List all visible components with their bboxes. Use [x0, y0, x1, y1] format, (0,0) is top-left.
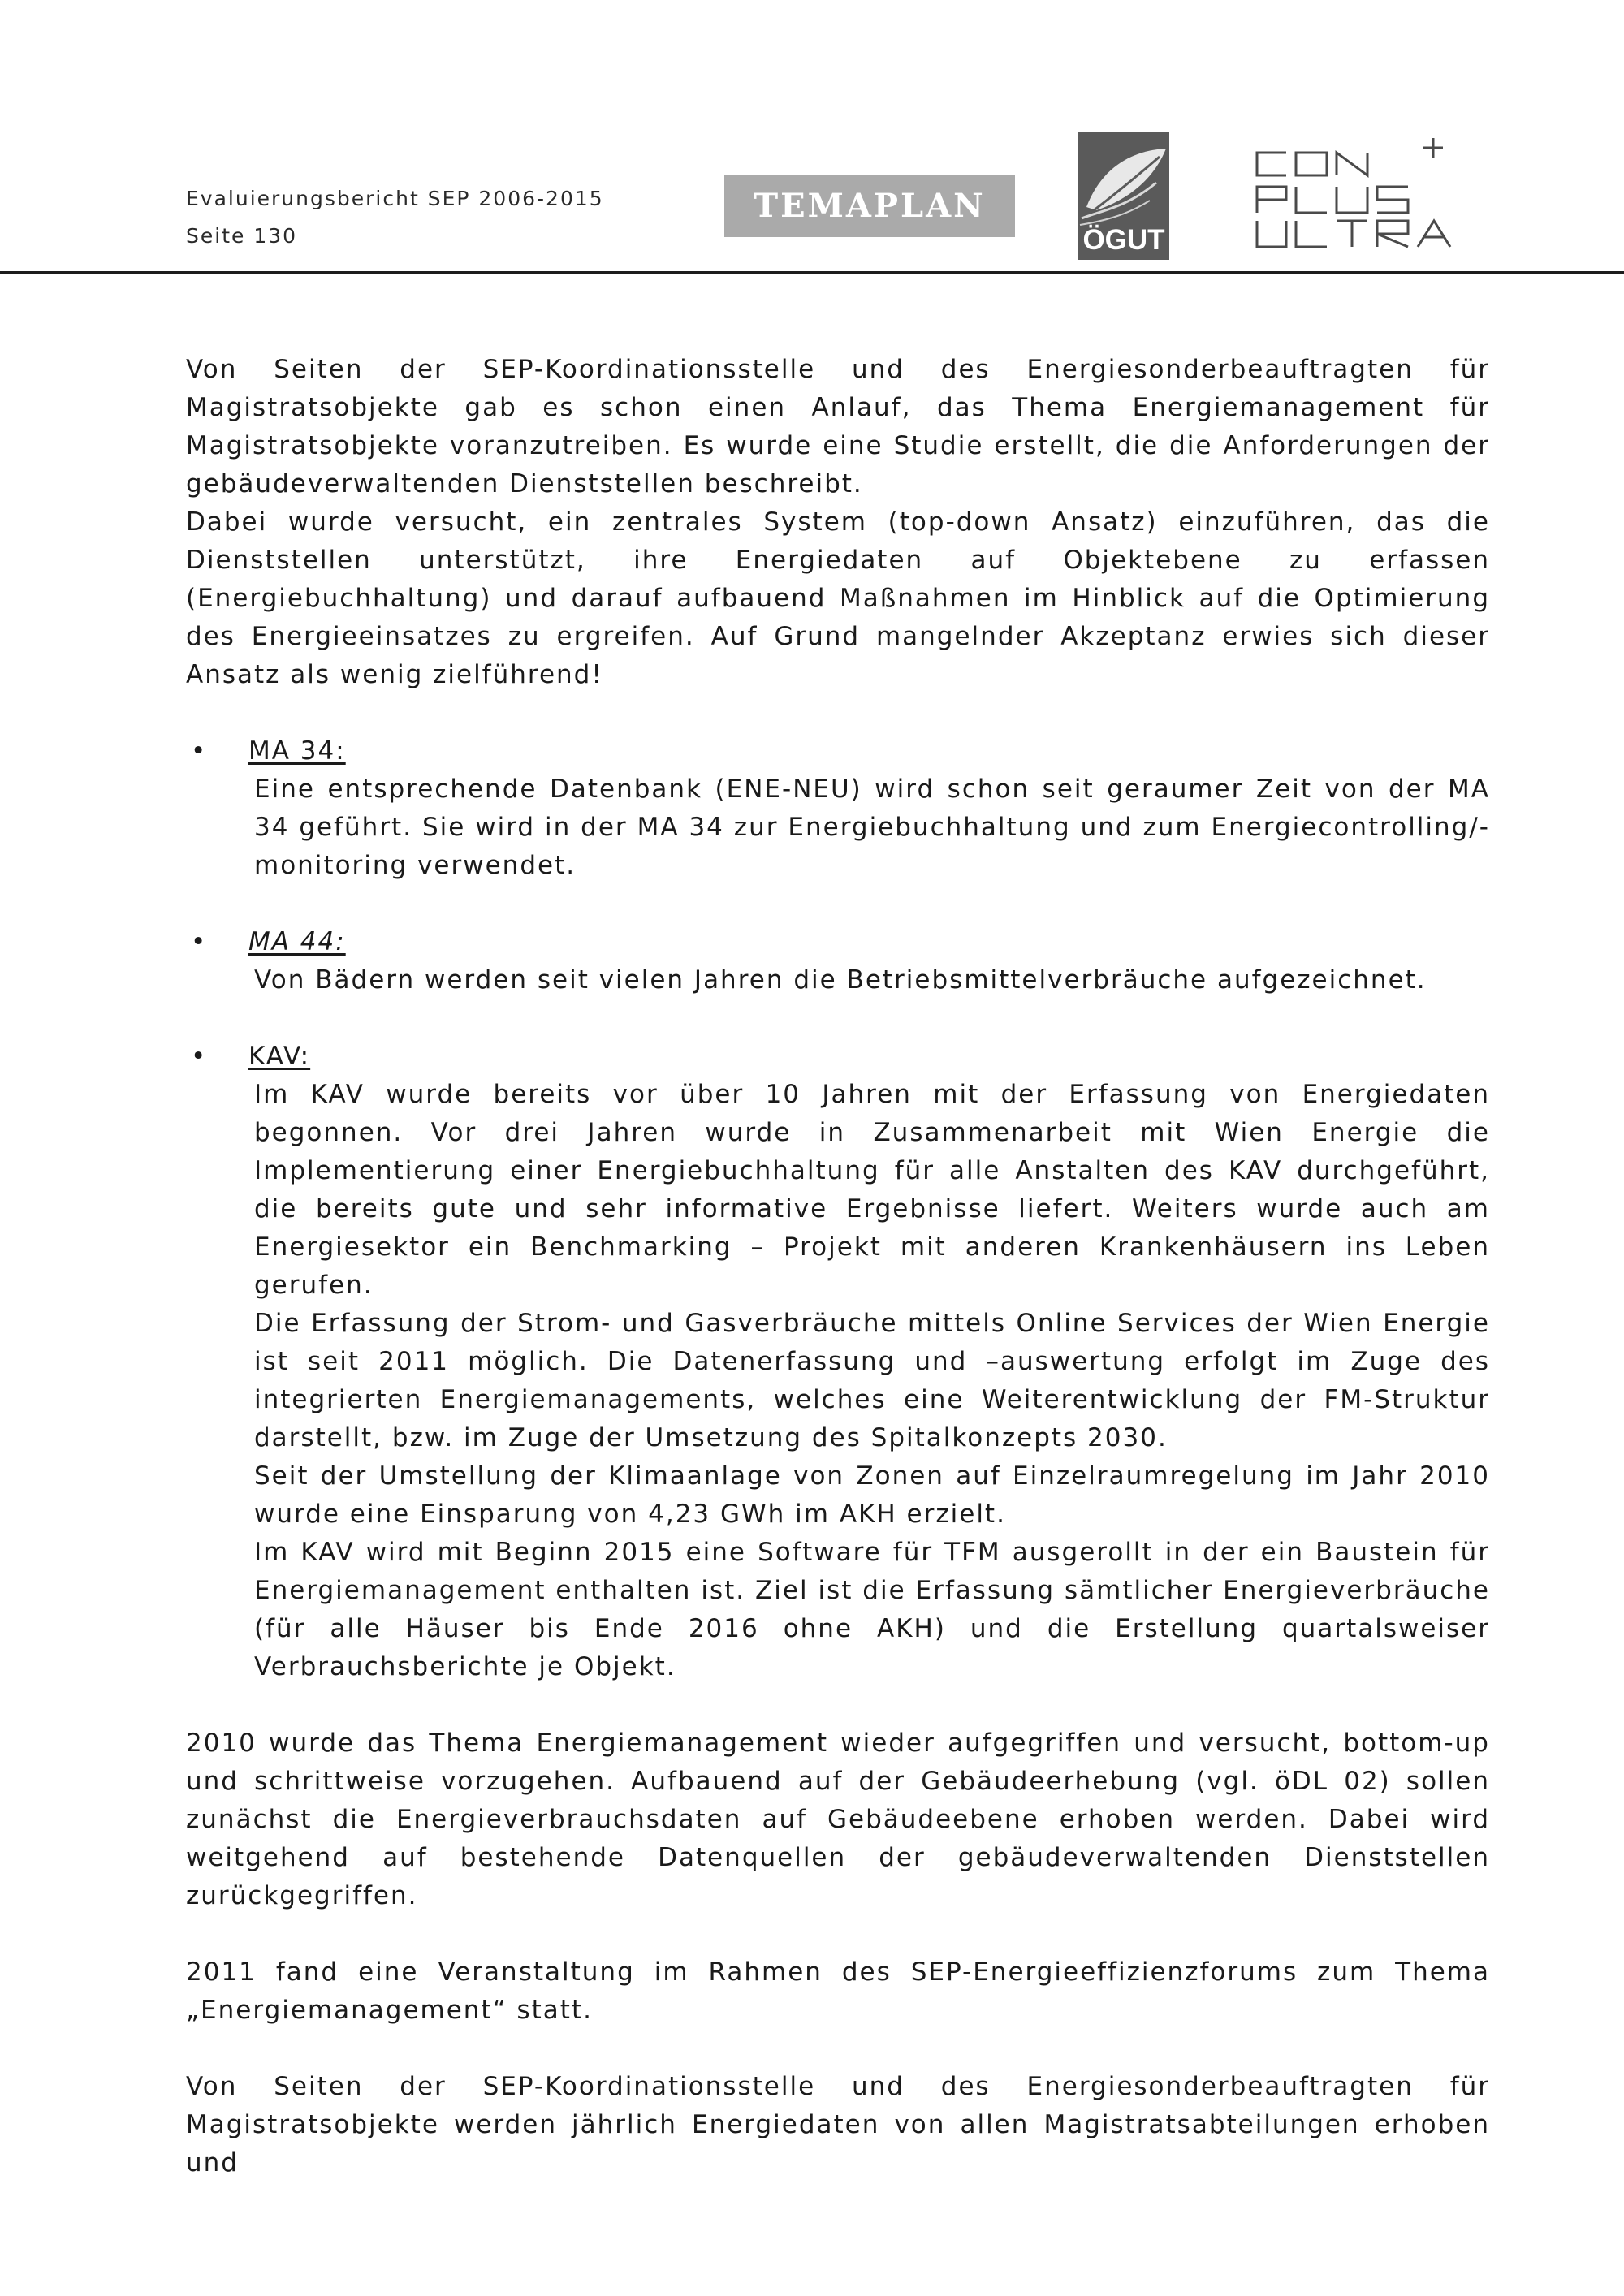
- bullet-ma44-text: Von Bädern werden seit vielen Jahren die Betriebsmittelverbräuche aufgezeichnet.: [254, 965, 1427, 995]
- bullet-kav-text-4: Im KAV wird mit Beginn 2015 eine Software für TFM ausgerollt in der ein Baustein für Energiemanagement enthalten ist. Ziel ist die Erfassung sämtlicher Energieverbräuche (für alle Häuser bis Ende 2016 ohne AKH) und die Erstellung quartalsweiser Verbrauchsberichte je Objekt.: [254, 1538, 1490, 1681]
- header-divider: [0, 271, 1624, 274]
- oegut-logo: [1078, 132, 1169, 260]
- paragraph-1: Von Seiten der SEP-Koordinationsstelle und des Energiesonderbeauftragten für Magistratsobjekte gab es schon einen Anlauf, das Thema Energiemanagement für Magistratsobjekte voranzutreiben. Es wurde eine Studie erstellt, die die Anforderungen der gebäudeverwaltenden Dienststellen beschreibt.: [186, 355, 1490, 498]
- bullet-ma34: [186, 732, 1490, 885]
- temaplan-logo: TEMAPLAN: [724, 175, 1015, 237]
- paragraph-2: Dabei wurde versucht, ein zentrales System (top-down Ansatz) einzuführen, das die Dienststellen unterstützt, ihre Energiedaten auf Objektebene zu erfassen (Energiebuchhaltung) und darauf aufbauend Maßnahmen im Hinblick auf die Optimierung des Energieeinsatzes zu ergreifen. Auf Grund mangelnder Akzeptanz erwies sich dieser Ansatz als wenig zielführend!: [186, 507, 1490, 689]
- bullet-kav: [186, 1038, 1490, 1686]
- bullet-ma44: [186, 923, 1490, 999]
- bullet-kav-text-3: Seit der Umstellung der Klimaanlage von Zonen auf Einzelraumregelung im Jahr 2010 wurde eine Einsparung von 4,23 GWh im AKH erzielt.: [254, 1461, 1490, 1529]
- paragraph-4: 2011 fand eine Veranstaltung im Rahmen des SEP-Energieeffizienzforums zum Thema „Energiemanagement“ statt.: [186, 1957, 1490, 2025]
- bullet-kav-text-1: Im KAV wurde bereits vor über 10 Jahren mit der Erfassung von Energiedaten begonnen. Vor drei Jahren wurde in Zusammenarbeit mit Wien Energie die Implementierung einer Energiebuchhaltung für alle Anstalten des KAV durchgeführt, die bereits gute und sehr informative Ergebnisse liefert. Weiters wurde auch am Energiesektor ein Benchmarking – Projekt mit anderen Krankenhäusern ins Leben gerufen.: [254, 1080, 1490, 1300]
- bullet-title-ma34: MA 34:: [248, 736, 346, 766]
- bullet-title-kav: KAV:: [248, 1042, 311, 1071]
- conplusultra-logo: [1250, 130, 1453, 260]
- bullet-dot: •: [191, 1042, 208, 1071]
- bullet-dot: •: [191, 736, 208, 766]
- page-header: [186, 180, 604, 255]
- bullet-dot: •: [191, 927, 208, 956]
- oegut-wordmark: ÖGUT: [1082, 224, 1165, 256]
- page-number: Seite 130: [186, 224, 298, 248]
- bullet-ma34-text: Eine entsprechende Datenbank (ENE-NEU) wird schon seit geraumer Zeit von der MA 34 geführt. Sie wird in der MA 34 zur Energiebuchhaltung und zum Energiecontrolling/-monitoring verwendet.: [254, 775, 1490, 880]
- main-text: [186, 351, 1490, 2182]
- bullet-kav-text-2: Die Erfassung der Strom- und Gasverbräuche mittels Online Services der Wien Energie ist seit 2011 möglich. Die Datenerfassung und –auswertung erfolgt im Zuge des integrierten Energiemanagements, welches eine Weiterentwicklung der FM-Struktur darstellt, bzw. im Zuge der Umsetzung des Spitalkonzepts 2030.: [254, 1309, 1490, 1452]
- bullet-title-ma44: MA 44:: [248, 927, 346, 956]
- paragraph-3: 2010 wurde das Thema Energiemanagement wieder aufgegriffen und versucht, bottom-up und schrittweise vorzugehen. Aufbauend auf der Gebäudeerhebung (vgl. öDL 02) sollen zunächst die Energieverbrauchsdaten auf Gebäudeebene erhoben werden. Dabei wird weitgehend auf bestehende Datenquellen der gebäudeverwaltenden Dienststellen zurückgegriffen.: [186, 1728, 1490, 1910]
- paragraph-5: Von Seiten der SEP-Koordinationsstelle und des Energiesonderbeauftragten für Magistratsobjekte werden jährlich Energiedaten von allen Magistratsabteilungen erhoben und: [186, 2072, 1490, 2177]
- report-title: Evaluierungsbericht SEP 2006-2015: [186, 187, 604, 210]
